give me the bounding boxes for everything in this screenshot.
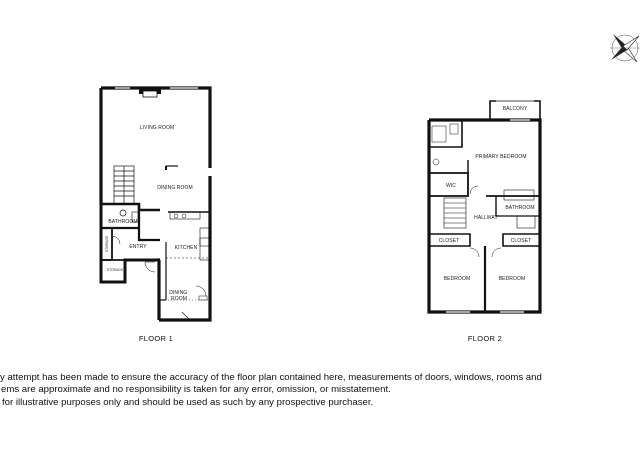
dining-room-small-line2: ROOM [171, 296, 187, 302]
primary-bedroom-label: PRIMARY BEDROOM [475, 154, 527, 160]
floor-1-plan [101, 88, 210, 320]
floor-1-title: FLOOR 1 [138, 334, 174, 343]
kitchen-label: KITCHEN [174, 245, 198, 251]
compass-icon [610, 34, 640, 62]
living-room-label: LIVING ROOM [139, 125, 175, 131]
dining-room-small-line1: DINING [169, 290, 188, 296]
floor-2-labels [439, 106, 535, 343]
bedroom-right-label: BEDROOM [498, 276, 526, 282]
floor-2-title: FLOOR 2 [467, 334, 503, 343]
bedroom-left-label: BEDROOM [443, 276, 471, 282]
disclaimer-line-1: y attempt has been made to ensure the accuracy of the floor plan contained here, measurements of doors, windows, rooms and [0, 372, 542, 383]
balcony-label: BALCONY [502, 106, 528, 112]
disclaimer-line-3: for illustrative purposes only and should be used as such by any prospective purchaser. [2, 396, 374, 408]
storage-label: STORAGE [106, 268, 124, 272]
closet-right-label: CLOSET [510, 238, 532, 244]
storage-vertical-label: STORAGE [105, 235, 109, 253]
entry-label: ENTRY [129, 244, 147, 250]
floor-1-labels [105, 125, 198, 343]
dining-room-small-label [169, 290, 189, 302]
dining-room-label: DINING ROOM [157, 185, 193, 191]
bathroom-label-floor1: BATHROOM [108, 219, 138, 225]
bathroom-label-floor2: BATHROOM [505, 205, 535, 211]
disclaimer [0, 372, 640, 409]
wic-label: WIC [445, 183, 457, 189]
disclaimer-line-2: ems are approximate and no responsibility is taken for any error, omission, or misstatement. [1, 384, 391, 396]
hallway-label: HALLWAY [474, 215, 498, 221]
closet-left-label: CLOSET [438, 238, 460, 244]
